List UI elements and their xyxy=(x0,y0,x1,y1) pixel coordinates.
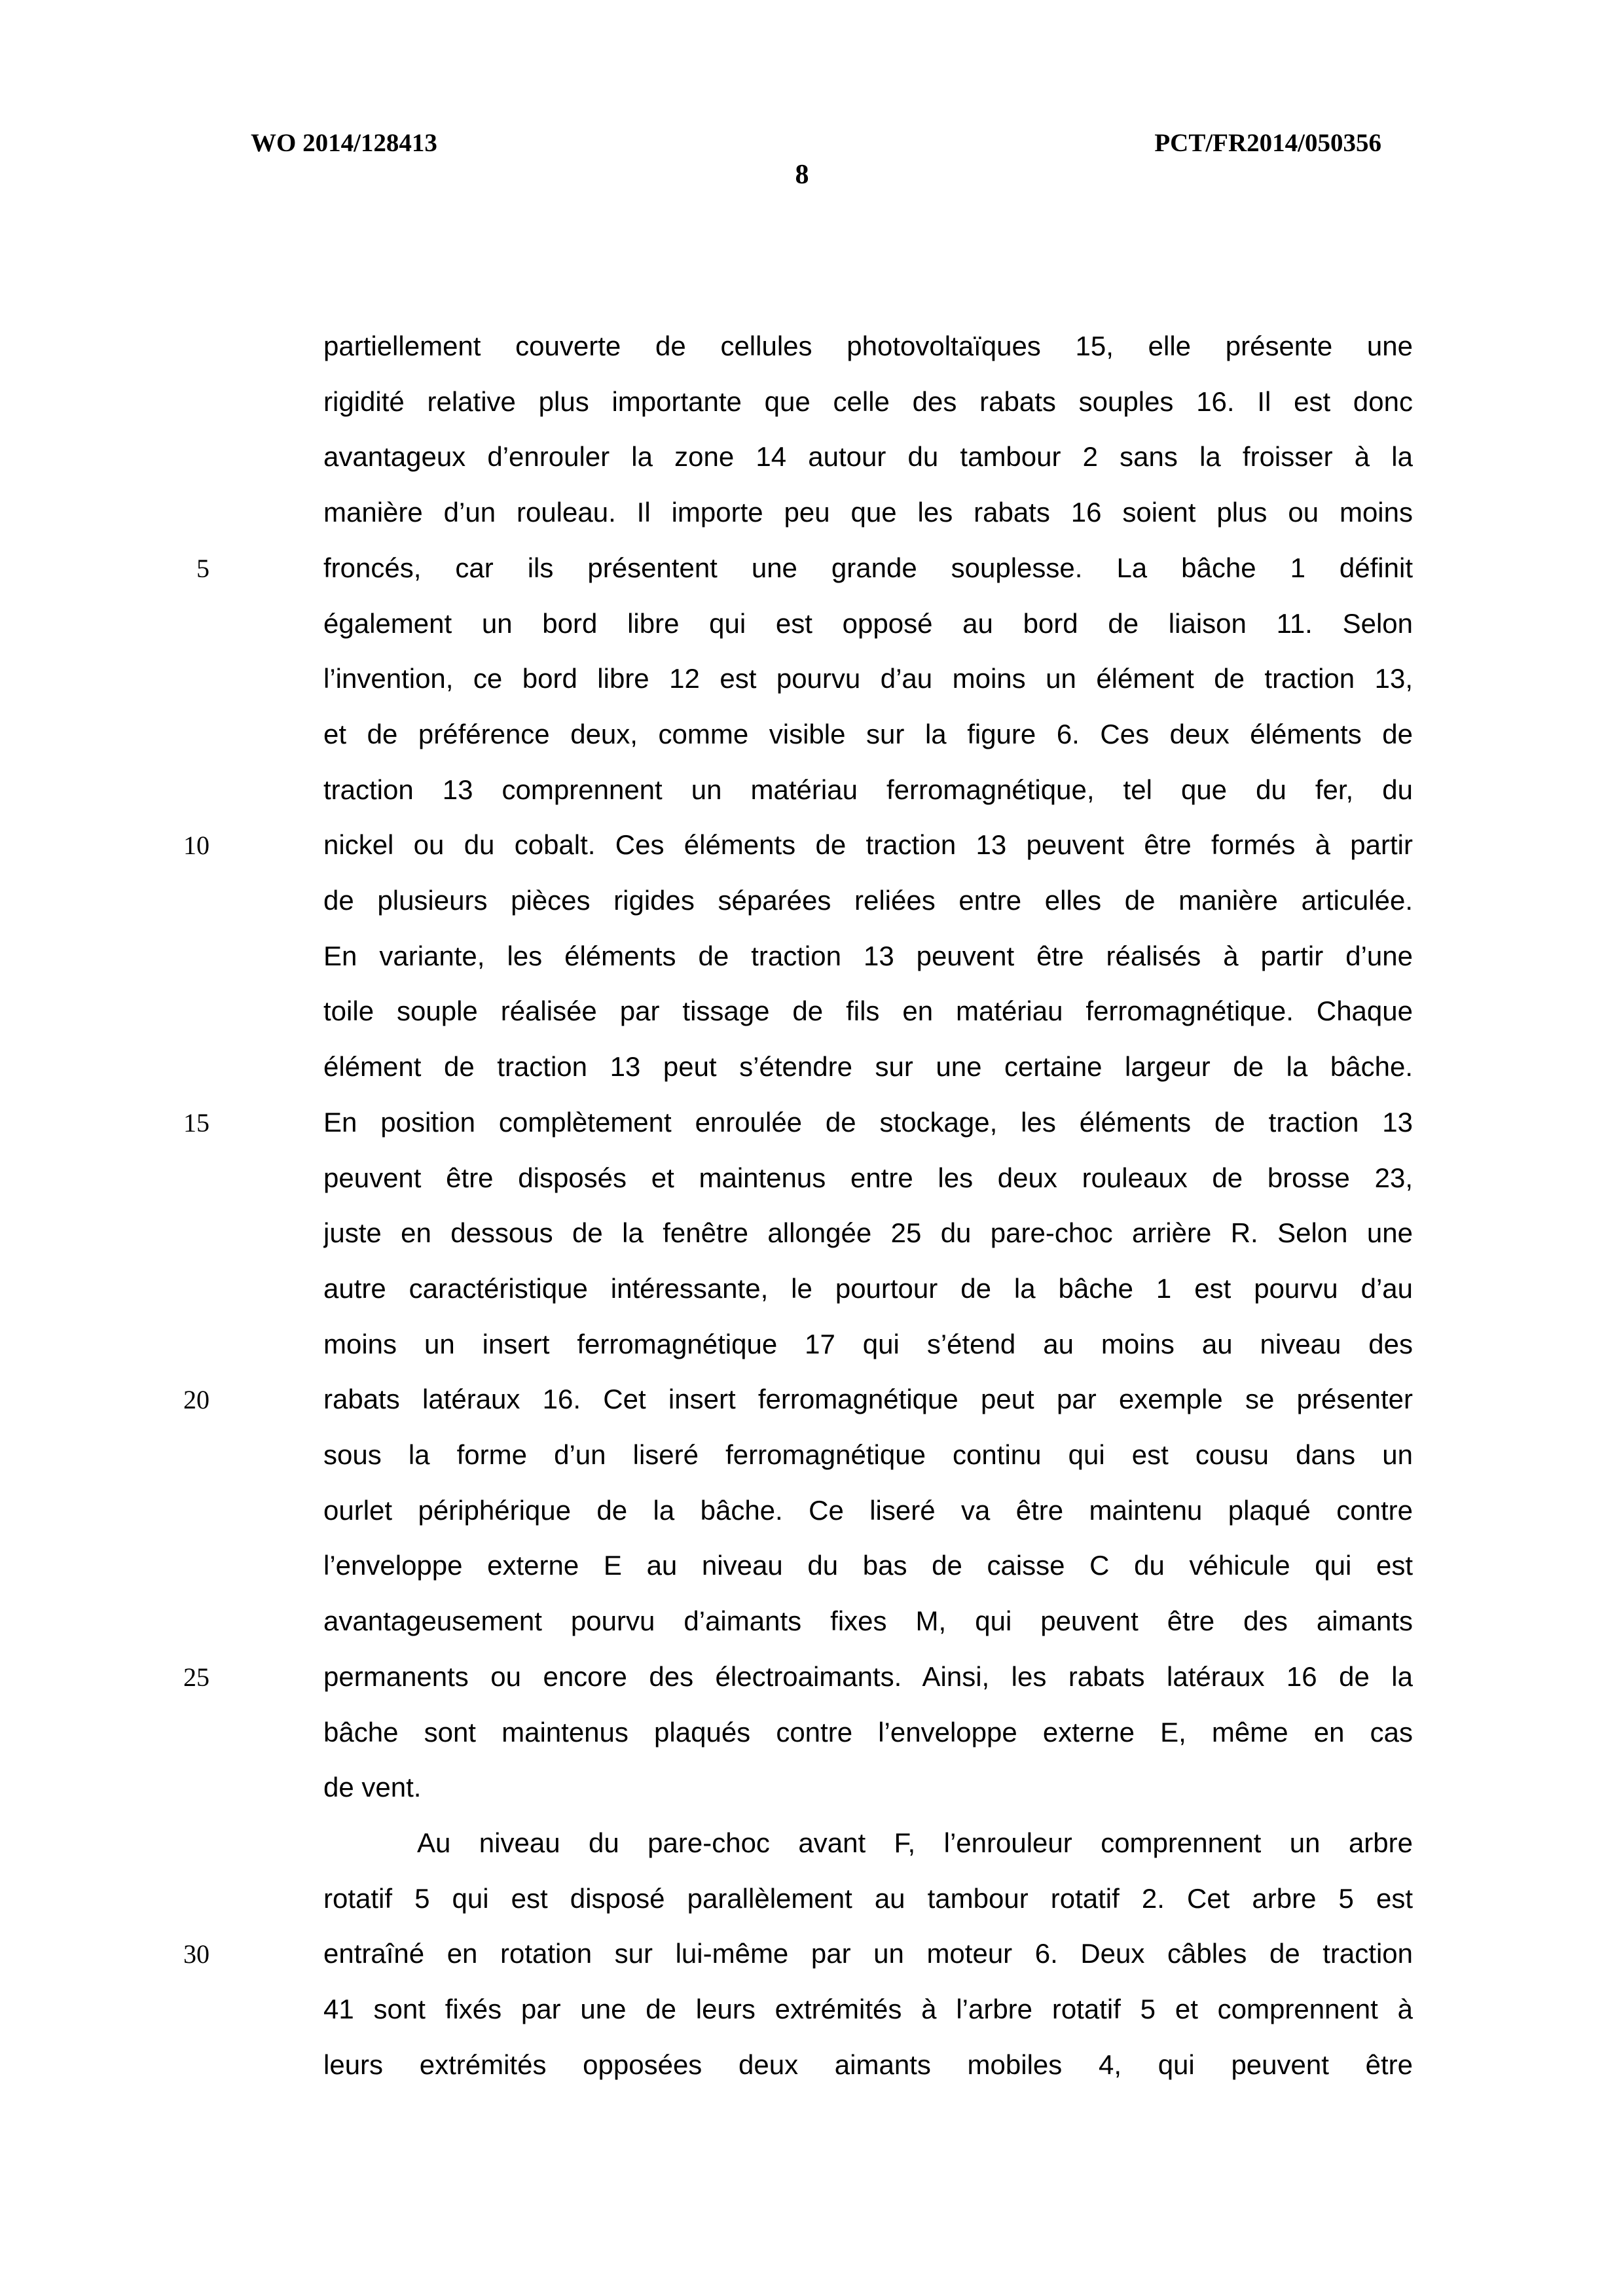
line-number: 25 xyxy=(183,1662,210,1692)
line-number: 15 xyxy=(183,1107,210,1138)
page-number: 8 xyxy=(795,160,809,190)
text-line: l’invention, ce bord libre 12 est pourvu d’au moins un élément de traction 13, xyxy=(323,663,1413,694)
text-line: En position complètement enroulée de stockage, les éléments de traction 13 xyxy=(323,1106,1413,1138)
application-number: PCT/FR2014/050356 xyxy=(1154,129,1381,157)
text-line: moins un insert ferromagnétique 17 qui s’étend au moins au niveau des xyxy=(323,1328,1413,1359)
text-line: leurs extrémités opposées deux aimants mobiles 4, qui peuvent être xyxy=(323,2049,1413,2080)
publication-number: WO 2014/128413 xyxy=(251,129,437,157)
text-line: permanents ou encore des électroaimants. Ainsi, les rabats latéraux 16 de la xyxy=(323,1660,1413,1692)
line-number: 20 xyxy=(183,1385,210,1415)
text-line: traction 13 comprennent un matériau ferromagnétique, tel que du fer, du xyxy=(323,774,1413,805)
text-line: également un bord libre qui est opposé au bord de liaison 11. Selon xyxy=(323,607,1413,639)
text-line: de plusieurs pièces rigides séparées reliées entre elles de manière articulée. xyxy=(323,885,1413,916)
text-line: 41 sont fixés par une de leurs extrémités à l’arbre rotatif 5 et comprennent à xyxy=(323,1994,1413,2024)
text-line: nickel ou du cobalt. Ces éléments de traction 13 peuvent être formés à partir xyxy=(323,829,1413,861)
text-line: rigidité relative plus importante que celle des rabats souples 16. Il est donc xyxy=(323,386,1413,417)
text-line: avantageusement pourvu d’aimants fixes M, qui peuvent être des aimants xyxy=(323,1605,1413,1637)
text-line: l’enveloppe externe E au niveau du bas de caisse C du véhicule qui est xyxy=(323,1550,1413,1581)
text-line: élément de traction 13 peut s’étendre sur une certaine largeur de la bâche. xyxy=(323,1051,1413,1083)
text-line: rotatif 5 qui est disposé parallèlement au tambour rotatif 2. Cet arbre 5 est xyxy=(323,1882,1413,1914)
line-number: 30 xyxy=(183,1939,210,1969)
text-line: entraîné en rotation sur lui-même par un moteur 6. Deux câbles de traction xyxy=(323,1938,1413,1969)
text-line: bâche sont maintenus plaqués contre l’enveloppe externe E, même en cas xyxy=(323,1716,1413,1748)
text-line: toile souple réalisée par tissage de fils en matériau ferromagnétique. Chaque xyxy=(323,996,1413,1027)
text-line: froncés, car ils présentent une grande souplesse. La bâche 1 définit xyxy=(323,552,1413,583)
text-line: peuvent être disposés et maintenus entre les deux rouleaux de brosse 23, xyxy=(323,1162,1413,1193)
text-line: manière d’un rouleau. Il importe peu que les rabats 16 soient plus ou moins xyxy=(323,497,1413,528)
text-line: sous la forme d’un liseré ferromagnétique continu qui est cousu dans un xyxy=(323,1439,1413,1470)
line-number: 5 xyxy=(196,553,210,583)
text-line: juste en dessous de la fenêtre allongée 25 du pare-choc arrière R. Selon une xyxy=(323,1217,1413,1249)
text-line: partiellement couverte de cellules photovoltaïques 15, elle présente une xyxy=(323,331,1413,361)
text-line: avantageux d’enrouler la zone 14 autour du tambour 2 sans la froisser à la xyxy=(323,441,1413,473)
text-line: Au niveau du pare-choc avant F, l’enrouleur comprennent un arbre xyxy=(417,1827,1413,1858)
text-line: rabats latéraux 16. Cet insert ferromagnétique peut par exemple se présenter xyxy=(323,1384,1413,1415)
text-line: ourlet périphérique de la bâche. Ce liseré va être maintenu plaqué contre xyxy=(323,1494,1413,1526)
text-line: de vent. xyxy=(323,1772,422,1803)
text-line: et de préférence deux, comme visible sur la figure 6. Ces deux éléments de xyxy=(323,718,1413,749)
line-number: 10 xyxy=(183,831,210,861)
text-line: En variante, les éléments de traction 13 peuvent être réalisés à partir d’une xyxy=(323,940,1413,971)
text-line: autre caractéristique intéressante, le pourtour de la bâche 1 est pourvu d’au xyxy=(323,1272,1413,1304)
